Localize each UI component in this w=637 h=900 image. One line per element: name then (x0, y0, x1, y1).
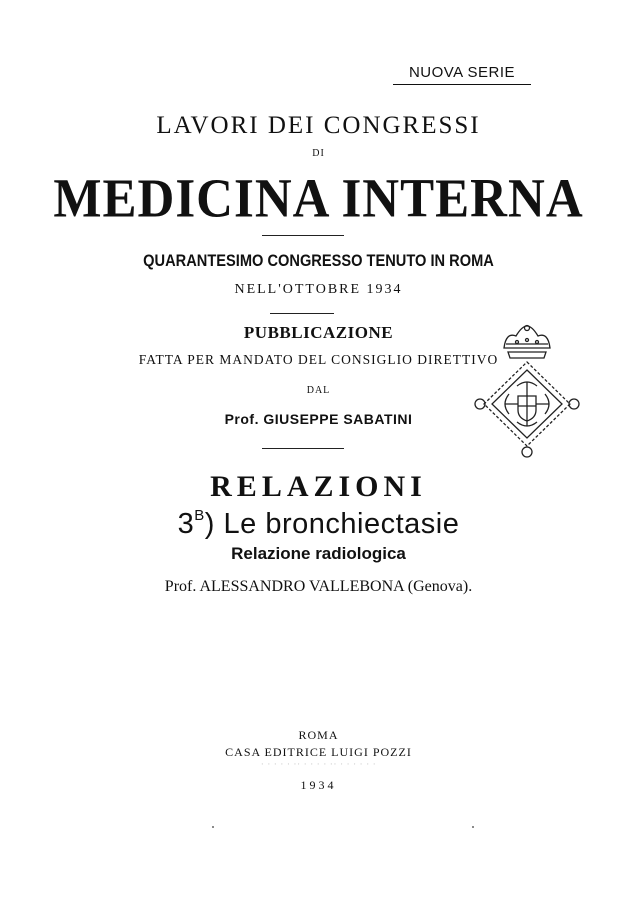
imprint-publisher: CASA EDITRICE LUIGI POZZI (225, 745, 412, 759)
series-label: NUOVA SERIE (393, 62, 531, 85)
report-author: Prof. ALESSANDRO VALLEBONA (Genova). (164, 578, 473, 595)
main-title: MEDICINA INTERNA (53, 169, 584, 230)
divider-rule (262, 448, 344, 449)
publication-mandate: FATTA PER MANDATO DEL CONSIGLIO DIRETTIVO (138, 352, 499, 367)
publication-editor: Prof. GIUSEPPE SABATINI (224, 411, 413, 427)
congress-line: QUARANTESIMO CONGRESSO TENUTO IN ROMA (143, 251, 494, 270)
section-title: RELAZIONI (210, 470, 427, 503)
imprint-faint-line: · · · · · ·· · · · · ·· · · · · · · (260, 760, 377, 770)
title-di: DI (312, 148, 325, 159)
report-title (0, 508, 637, 541)
crowned-cross-emblem (472, 322, 582, 460)
title-line-1: LAVORI DEI CONGRESSI (156, 112, 481, 139)
report-number: 3 (177, 508, 195, 540)
divider-rule (262, 235, 344, 236)
report-number-superscript: B (194, 507, 205, 525)
report-subtitle: Relazione radiologica (231, 544, 406, 563)
imprint-year: 1934 (300, 778, 337, 792)
publication-heading: PUBBLICAZIONE (243, 323, 394, 342)
imprint-city: ROMA (298, 728, 339, 742)
paper-speck (212, 826, 214, 828)
congress-date: NELL'OTTOBRE 1934 (234, 282, 403, 297)
report-title-text: Le bronchiectasie (223, 508, 460, 540)
publication-dal: DAL (306, 385, 331, 396)
paper-speck (472, 826, 474, 828)
report-number-suffix: ) (204, 508, 215, 540)
divider-rule (270, 313, 334, 314)
